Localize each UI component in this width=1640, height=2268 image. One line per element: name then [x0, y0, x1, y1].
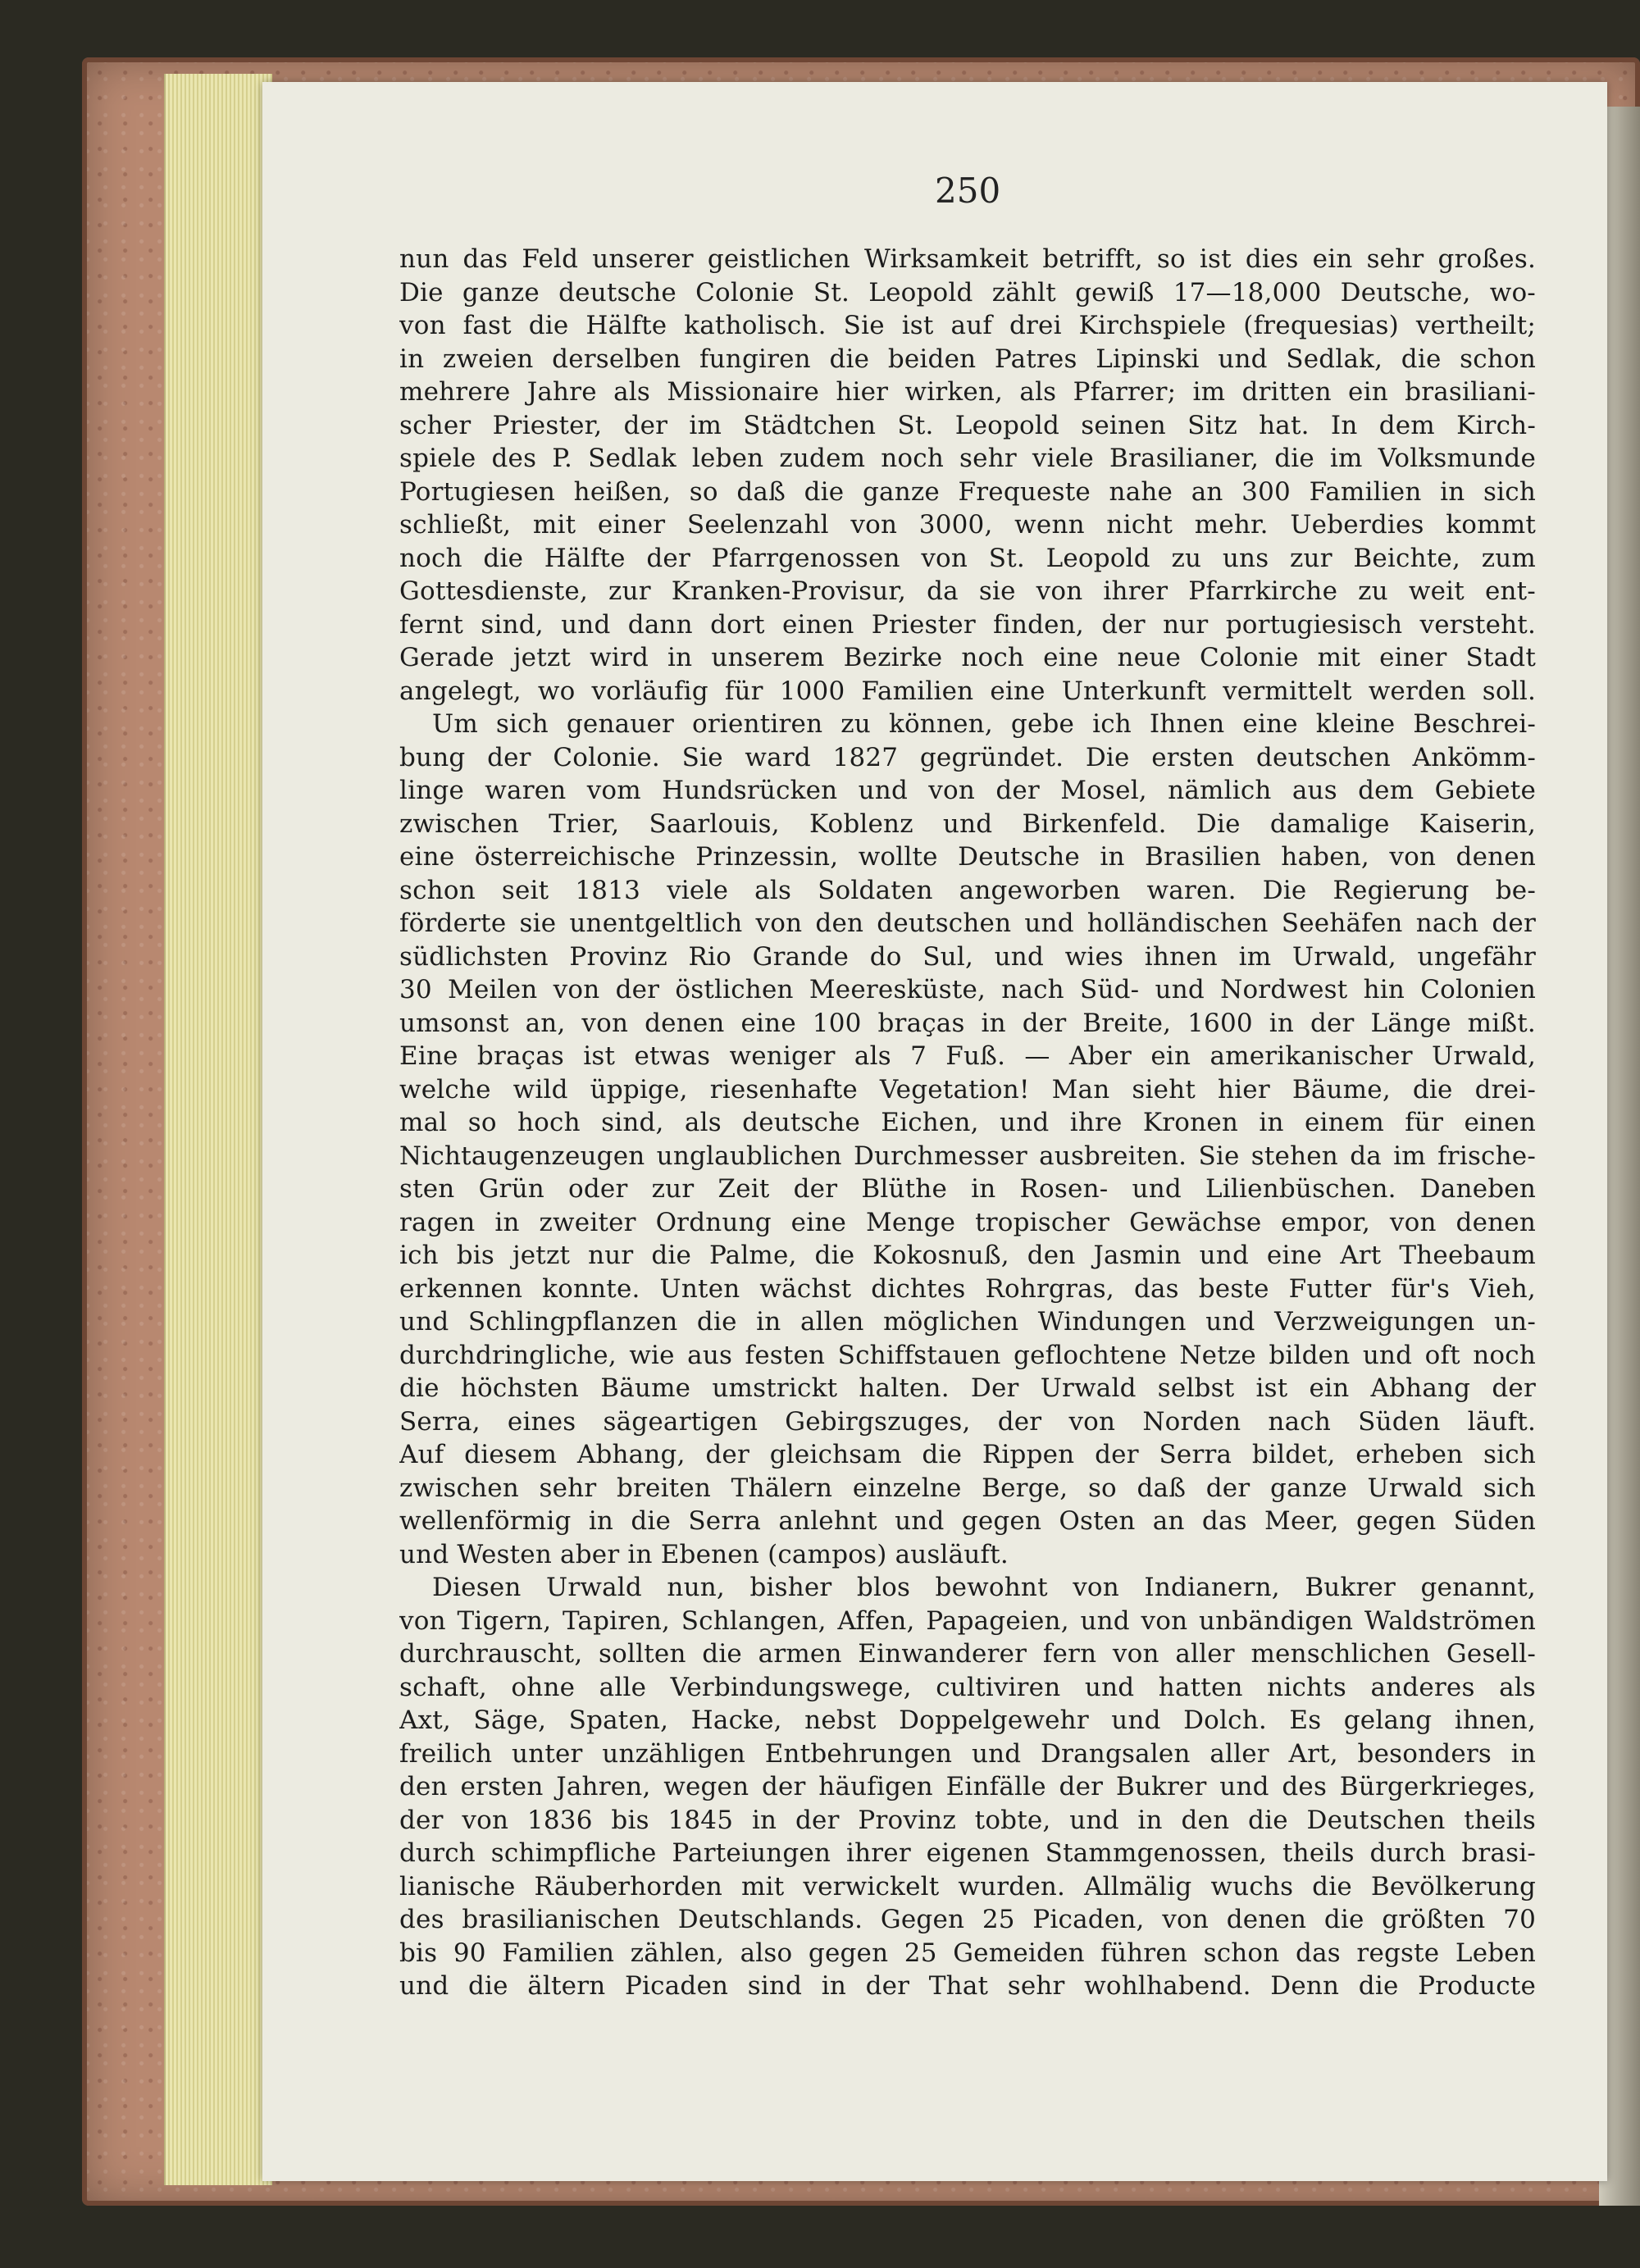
text-line: scher Priester, der im Städtchen St. Leopold seinen Sitz hat. In dem Kirch-	[399, 410, 1536, 440]
text-line: von Tigern, Tapiren, Schlangen, Affen, Papageien, und von unbändigen Waldströmen	[399, 1605, 1536, 1636]
text-line: wellenförmig in die Serra anlehnt und gegen Osten an das Meer, gegen Süden	[399, 1506, 1536, 1536]
text-line: zwischen sehr breiten Thälern einzelne Berge, so daß der ganze Urwald sich	[399, 1473, 1536, 1503]
text-line: und die ältern Picaden sind in der That sehr wohlhabend. Denn die Producte	[399, 1971, 1536, 2001]
text-line: und Westen aber in Ebenen (campos) ausläuft.	[399, 1539, 1009, 1569]
text-line: in zweien derselben fungiren die beiden Patres Lipinski und Sedlak, die schon	[399, 344, 1536, 374]
text-line: durchrauscht, sollten die armen Einwanderer fern von aller menschlichen Gesell-	[399, 1639, 1536, 1669]
text-line: erkennen konnte. Unten wächst dichtes Rohrgras, das beste Futter für's Vieh,	[399, 1273, 1536, 1304]
text-line: bung der Colonie. Sie ward 1827 gegründet. Die ersten deutschen Ankömm-	[399, 742, 1536, 772]
text-line: Eine braças ist etwas weniger als 7 Fuß. — Aber ein amerikanischer Urwald,	[399, 1041, 1536, 1071]
text-line: mal so hoch sind, als deutsche Eichen, und ihre Kronen in einem für einen	[399, 1108, 1536, 1137]
text-line: den ersten Jahren, wegen der häufigen Einfälle der Bukrer und des Bürgerkrieges,	[399, 1772, 1536, 1801]
text-line: der von 1836 bis 1845 in der Provinz tobte, und in den die Deutschen theils	[399, 1805, 1536, 1835]
text-line: welche wild üppige, riesenhafte Vegetation! Man sieht hier Bäume, die drei-	[399, 1074, 1536, 1104]
text-line: förderte sie unentgeltlich von den deutschen und holländischen Seehäfen nach der	[399, 909, 1536, 938]
text-line: sten Grün oder zur Zeit der Blüthe in Rosen- und Lilienbüschen. Daneben	[399, 1174, 1536, 1204]
text-line: Gottesdienste, zur Kranken-Provisur, da sie von ihrer Pfarrkirche zu weit ent-	[399, 576, 1536, 606]
text-line: Auf diesem Abhang, der gleichsam die Rippen der Serra bildet, erheben sich	[399, 1440, 1536, 1469]
text-line: mehrere Jahre als Missionaire hier wirken, als Pfarrer; im dritten ein brasiliani-	[399, 377, 1536, 407]
text-line: schon seit 1813 viele als Soldaten angeworben waren. Die Regierung be-	[399, 875, 1536, 905]
text-line: spiele des P. Sedlak leben zudem noch sehr viele Brasilianer, die im Volksmunde	[399, 444, 1536, 473]
text-line: des brasilianischen Deutschlands. Gegen 25 Picaden, von denen die größten 70	[399, 1905, 1536, 1934]
text-line: linge waren vom Hundsrücken und von der Mosel, nämlich aus dem Gebiete	[399, 776, 1536, 805]
text-line: ich bis jetzt nur die Palme, die Kokosnuß, den Jasmin und eine Art Theebaum	[399, 1241, 1536, 1270]
text-line: Nichtaugenzeugen unglaublichen Durchmesser ausbreiten. Sie stehen da im frische-	[399, 1141, 1536, 1171]
text-line: die höchsten Bäume umstrickt halten. Der Urwald selbst ist ein Abhang der	[399, 1373, 1536, 1403]
page-edges	[164, 74, 272, 2185]
text-line: schließt, mit einer Seelenzahl von 3000, wenn nicht mehr. Ueberdies kommt	[399, 510, 1536, 540]
text-line: Gerade jetzt wird in unserem Bezirke noch eine neue Colonie mit einer Stadt	[399, 643, 1536, 672]
text-line: Portugiesen heißen, so daß die ganze Frequeste nahe an 300 Familien in sich	[399, 476, 1536, 507]
text-line: lianische Räuberhorden mit verwickelt wurden. Allmälig wuchs die Bevölkerung	[399, 1871, 1536, 1901]
text-line: nun das Feld unserer geistlichen Wirksamkeit betrifft, so ist dies ein sehr großes.	[399, 244, 1536, 274]
text-line: zwischen Trier, Saarlouis, Koblenz und Birkenfeld. Die damalige Kaiserin,	[399, 808, 1536, 839]
text-line: schaft, ohne alle Verbindungswege, cultiviren und hatten nichts anderes als	[399, 1672, 1536, 1702]
text-line: durch schimpfliche Parteiungen ihrer eigenen Stammgenossen, theils durch brasi-	[399, 1838, 1536, 1868]
text-line: durchdringliche, wie aus festen Schiffstauen geflochtene Netze bilden und oft noch	[399, 1340, 1536, 1370]
page-number: 250	[935, 171, 1001, 211]
text-line: Um sich genauer orientiren zu können, gebe ich Ihnen eine kleine Beschrei-	[432, 709, 1536, 739]
text-line: Axt, Säge, Spaten, Hacke, nebst Doppelgewehr und Dolch. Es gelang ihnen,	[399, 1706, 1536, 1735]
text-line: und Schlingpflanzen die in allen möglichen Windungen und Verzweigungen un-	[399, 1307, 1536, 1337]
text-line: angelegt, wo vorläufig für 1000 Familien eine Unterkunft vermittelt werden soll.	[399, 676, 1536, 706]
body-text	[399, 243, 1536, 2003]
text-line: freilich unter unzähligen Entbehrungen und Drangsalen aller Art, besonders in	[399, 1738, 1536, 1769]
text-line: noch die Hälfte der Pfarrgenossen von St. Leopold zu uns zur Beichte, zum	[399, 543, 1536, 573]
text-line: umsonst an, von denen eine 100 braças in der Breite, 1600 in der Länge mißt.	[399, 1008, 1536, 1038]
text-line: südlichsten Provinz Rio Grande do Sul, und wies ihnen im Urwald, ungefähr	[399, 941, 1536, 972]
text-line: ragen in zweiter Ordnung eine Menge tropischer Gewächse empor, von denen	[399, 1207, 1536, 1237]
text-line: eine österreichische Prinzessin, wollte Deutsche in Brasilien haben, von denen	[399, 842, 1536, 872]
text-line: Diesen Urwald nun, bisher blos bewohnt von Indianern, Bukrer genannt,	[432, 1573, 1536, 1602]
text-line: fernt sind, und dann dort einen Priester finden, der nur portugiesisch versteht.	[399, 609, 1536, 640]
text-line: von fast die Hälfte katholisch. Sie ist auf drei Kirchspiele (frequesias) vertheilt;	[399, 311, 1536, 340]
text-line: 30 Meilen von der östlichen Meeresküste, nach Süd- und Nordwest hin Colonien	[399, 975, 1536, 1004]
text-line: bis 90 Familien zählen, also gegen 25 Gemeiden führen schon das regste Leben	[399, 1938, 1536, 1968]
text-line: Serra, eines sägeartigen Gebirgszuges, der von Norden nach Süden läuft.	[399, 1406, 1536, 1437]
text-line: Die ganze deutsche Colonie St. Leopold zählt gewiß 17—18,000 Deutsche, wo-	[399, 277, 1536, 307]
